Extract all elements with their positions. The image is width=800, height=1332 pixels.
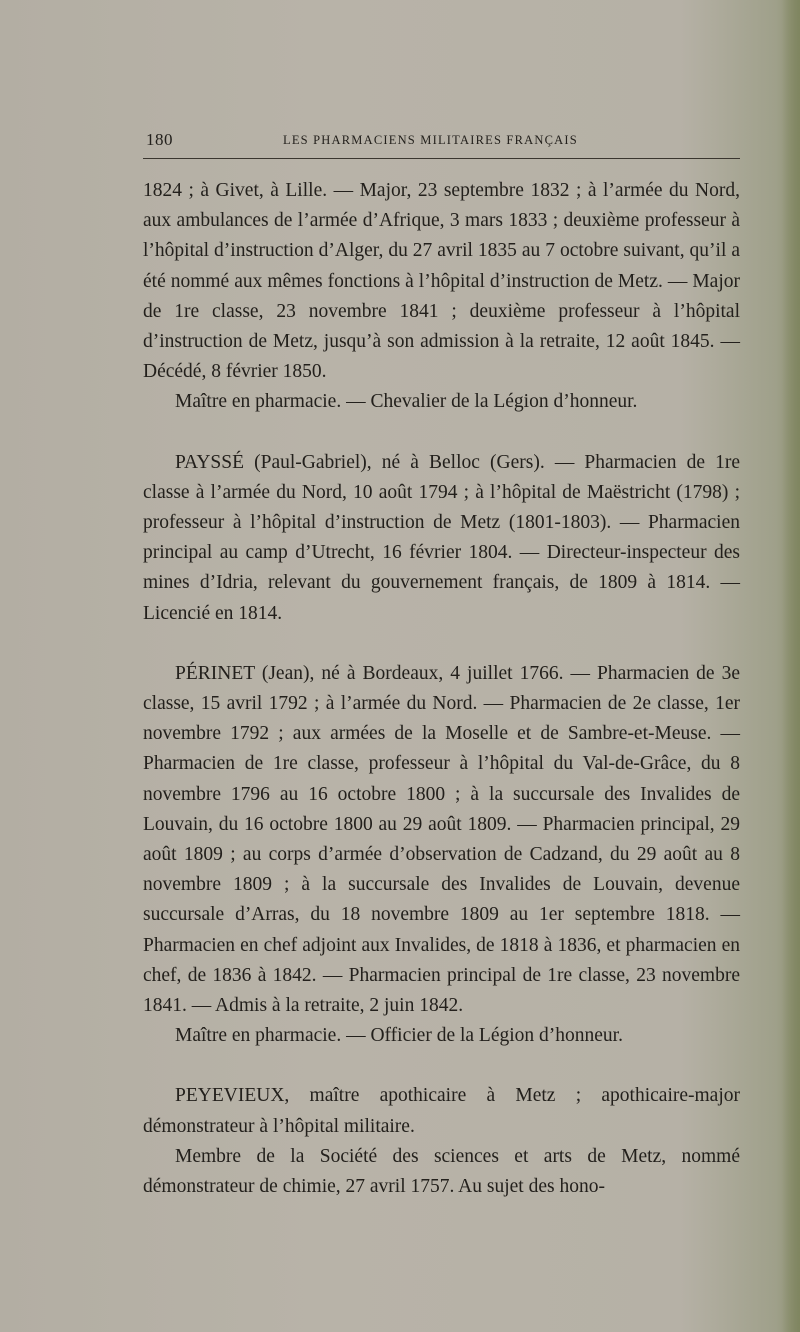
paragraph: Maître en pharmacie. — Chevalier de la Légion d’honneur. xyxy=(175,391,638,413)
entry-peyevieux: PEYEVIEUX, maître apothicaire à Metz ; apothicaire-major démonstrateur à l’hôpital militaire. xyxy=(143,1085,740,1137)
paragraph: Membre de la Société des sciences et arts de Metz, nommé démonstrateur de chimie, 27 avril 1757. Au sujet des hono- xyxy=(143,1145,740,1198)
paragraph: 1824 ; à Givet, à Lille. — Major, 23 septembre 1832 ; à l’armée du Nord, aux ambulances de l’armée d’Afrique, 3 mars 1833 ; deuxième professeur à l’hôpital d’instruction d’Alger, du 27 avril 1835 au 7 octobre suivant, qu’il a été nommé aux mêmes fonctions à l’hôpital d’instruction de Metz. — Major de 1re classe, 23 novembre 1841 ; deuxième professeur à l’hôpital d’instruction de Metz, jusqu’à son admission à la retraite, 12 août 1845. — Décédé, 8 février 1850. xyxy=(143,180,740,383)
page-edge xyxy=(782,0,800,1332)
paragraph: Maître en pharmacie. — Officier de la Légion d’honneur. xyxy=(175,1025,623,1047)
running-title: LES PHARMACIENS MILITAIRES FRANÇAIS xyxy=(283,133,578,147)
header-rule xyxy=(143,158,740,159)
entry-perinet: PÉRINET (Jean), né à Bordeaux, 4 juillet 1766. — Pharmacien de 3e classe, 15 avril 1792 ; à l’armée du Nord. — Pharmacien de 2e classe, 1er novembre 1792 ; aux armées de la Moselle et de Sambre-et-Meuse. — Pharmacien de 1re classe, professeur à l’hôpital du Val-de-Grâce, du 8 novembre 1796 au 16 octobre 1800 ; à la succursale des Invalides de Louvain, du 16 octobre 1800 au 29 août 1809. — Pharmacien principal, 29 août 1809 ; au corps d’armée d’observation de Cadzand, du 29 août au 8 novembre 1809 ; à la succursale des Invalides de Louvain, devenue succursale d’Arras, du 18 novembre 1809 au 1er septembre 1818. — Pharmacien en chef adjoint aux Invalides, de 1818 à 1836, et pharmacien en chef, de 1836 à 1842. — Pharmacien principal de 1re classe, 23 novembre 1841. — Admis à la retraite, 2 juin 1842. xyxy=(143,662,740,1017)
entry-paysse: PAYSSÉ (Paul-Gabriel), né à Belloc (Gers). — Pharmacien de 1re classe à l’armée du Nord, 10 août 1794 ; à l’hôpital de Maëstricht (1798) ; professeur à l’hôpital d’instruction de Metz (1801-1803). — Pharmacien principal au camp d’Utrecht, 16 février 1804. — Directeur-inspecteur des mines d’Idria, relevant du gouvernement français, de 1809 à 1814. — Licencié en 1814. xyxy=(143,451,740,624)
page-number: 180 xyxy=(146,130,173,149)
body-text xyxy=(143,176,740,1202)
page-header xyxy=(143,130,738,160)
